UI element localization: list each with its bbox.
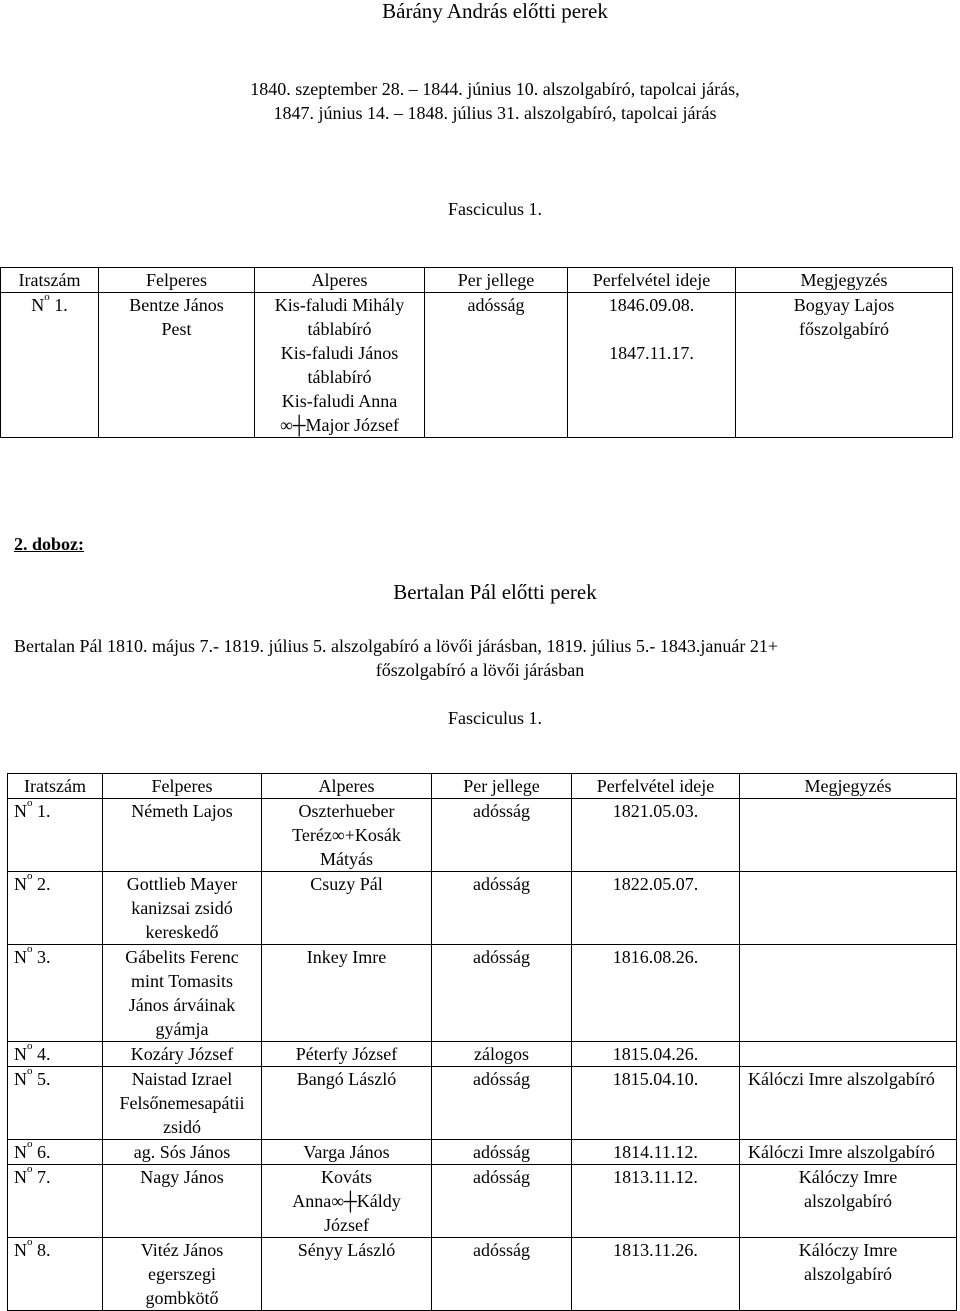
cell-perfelvetel-ideje: 1846.09.08. 1847.11.17.	[568, 293, 736, 438]
cell-felperes: Gábelits Ferenc mint Tomasits János árváinak gyámja	[103, 945, 262, 1042]
cell-per-jellege: adósság	[432, 799, 572, 872]
header-megjegyzes: Megjegyzés	[736, 268, 953, 293]
cell-felperes: Vitéz János egerszegi gombkötő	[103, 1238, 262, 1311]
cell-iratszam: $N^o$ 2.	[8, 872, 103, 945]
cell-felperes: ag. Sós János	[103, 1140, 262, 1165]
cell-iratszam: $N^o$ 3.	[8, 945, 103, 1042]
cell-per-jellege: adósság	[425, 293, 568, 438]
cell-megjegyzes: Kálóczi Imre alszolgabíró	[740, 1067, 957, 1140]
cell-iratszam: $N^o$ 8.	[8, 1238, 103, 1311]
header-felperes: Felperes	[103, 774, 262, 799]
table-row	[1, 293, 953, 438]
section2-table	[7, 773, 957, 1311]
section2-dates-line2: főszolgabíró a lövői járásban	[375, 660, 585, 680]
cell-iratszam: $N^o$ 6.	[8, 1140, 103, 1165]
table-row	[8, 1238, 957, 1311]
cell-megjegyzes	[740, 1042, 957, 1067]
cell-perfelvetel-ideje: 1821.05.03.	[572, 799, 740, 872]
header-alperes: Alperes	[255, 268, 425, 293]
cell-per-jellege: adósság	[432, 1067, 572, 1140]
cell-perfelvetel-ideje: 1816.08.26.	[572, 945, 740, 1042]
cell-iratszam: $N^o$ 4.	[8, 1042, 103, 1067]
section1-dates-line1: 1840. szeptember 28. – 1844. június 10. alszolgabíró, tapolcai járás,	[250, 79, 740, 99]
cell-perfelvetel-ideje: 1815.04.10.	[572, 1067, 740, 1140]
cell-felperes: Bentze János Pest	[99, 293, 255, 438]
cell-megjegyzes	[740, 799, 957, 872]
cell-perfelvetel-ideje: 1813.11.12.	[572, 1165, 740, 1238]
header-per-jellege: Per jellege	[432, 774, 572, 799]
cell-megjegyzes: Bogyay Lajos főszolgabíró	[736, 293, 953, 438]
cell-alperes: Csuzy Pál	[262, 872, 432, 945]
cell-per-jellege: zálogos	[432, 1042, 572, 1067]
cell-alperes: Kis-faludi Mihály táblabíró Kis-faludi János táblabíró Kis-faludi Anna ∞┼Major József	[255, 293, 425, 438]
section2-header-row	[8, 774, 957, 799]
cell-felperes: Naistad Izrael Felsőnemesapátii zsidó	[103, 1067, 262, 1140]
header-megjegyzes: Megjegyzés	[740, 774, 957, 799]
cell-per-jellege: adósság	[432, 1238, 572, 1311]
table-row	[8, 1042, 957, 1067]
cell-alperes: Varga János	[262, 1140, 432, 1165]
section1-title: Bárány András előtti perek	[382, 0, 608, 23]
cell-perfelvetel-ideje: 1815.04.26.	[572, 1042, 740, 1067]
table-row	[8, 1140, 957, 1165]
header-alperes: Alperes	[262, 774, 432, 799]
cell-alperes: Oszterhueber Teréz∞+Kosák Mátyás	[262, 799, 432, 872]
cell-felperes: Nagy János	[103, 1165, 262, 1238]
section1-dates-line2: 1847. június 14. – 1848. július 31. alszolgabíró, tapolcai járás	[273, 103, 717, 123]
cell-megjegyzes	[740, 872, 957, 945]
section1-header-row	[1, 268, 953, 293]
header-felperes: Felperes	[99, 268, 255, 293]
section2-fasciculus: Fasciculus 1.	[448, 708, 542, 728]
cell-felperes: Kozáry József	[103, 1042, 262, 1067]
cell-per-jellege: adósság	[432, 945, 572, 1042]
cell-alperes: Kováts Anna∞┼Káldy József	[262, 1165, 432, 1238]
cell-iratszam: $N^o$ 1.	[1, 293, 99, 438]
section2-dates-line1: Bertalan Pál 1810. május 7.- 1819. július 5. alszolgabíró a lövői járásban, 1819. július 5.- 1843.január 21+	[14, 636, 779, 656]
header-perfelvetel-ideje: Perfelvétel ideje	[568, 268, 736, 293]
cell-perfelvetel-ideje: 1813.11.26.	[572, 1238, 740, 1311]
section1-fasciculus: Fasciculus 1.	[448, 199, 542, 219]
header-perfelvetel-ideje: Perfelvétel ideje	[572, 774, 740, 799]
cell-megjegyzes: Kálóczi Imre alszolgabíró	[740, 1140, 957, 1165]
table-row	[8, 945, 957, 1042]
table-row	[8, 872, 957, 945]
header-iratszam: Iratszám	[1, 268, 99, 293]
doboz-label: 2. doboz:	[14, 534, 85, 554]
cell-felperes: Németh Lajos	[103, 799, 262, 872]
table-row	[8, 799, 957, 872]
cell-per-jellege: adósság	[432, 872, 572, 945]
cell-alperes: Péterfy József	[262, 1042, 432, 1067]
cell-megjegyzes	[740, 945, 957, 1042]
cell-per-jellege: adósság	[432, 1165, 572, 1238]
cell-alperes: Bangó László	[262, 1067, 432, 1140]
cell-per-jellege: adósság	[432, 1140, 572, 1165]
cell-megjegyzes: Kálóczy Imre alszolgabíró	[740, 1238, 957, 1311]
header-iratszam: Iratszám	[8, 774, 103, 799]
cell-iratszam: $N^o$ 1.	[8, 799, 103, 872]
section1-table	[0, 267, 953, 438]
table-row	[8, 1067, 957, 1140]
header-per-jellege: Per jellege	[425, 268, 568, 293]
cell-felperes: Gottlieb Mayer kanizsai zsidó kereskedő	[103, 872, 262, 945]
cell-perfelvetel-ideje: 1822.05.07.	[572, 872, 740, 945]
cell-perfelvetel-ideje: 1814.11.12.	[572, 1140, 740, 1165]
cell-iratszam: $N^o$ 7.	[8, 1165, 103, 1238]
section2-title: Bertalan Pál előtti perek	[393, 580, 597, 604]
cell-alperes: Sényy László	[262, 1238, 432, 1311]
cell-megjegyzes: Kálóczy Imre alszolgabíró	[740, 1165, 957, 1238]
cell-iratszam: $N^o$ 5.	[8, 1067, 103, 1140]
cell-alperes: Inkey Imre	[262, 945, 432, 1042]
table-row	[8, 1165, 957, 1238]
